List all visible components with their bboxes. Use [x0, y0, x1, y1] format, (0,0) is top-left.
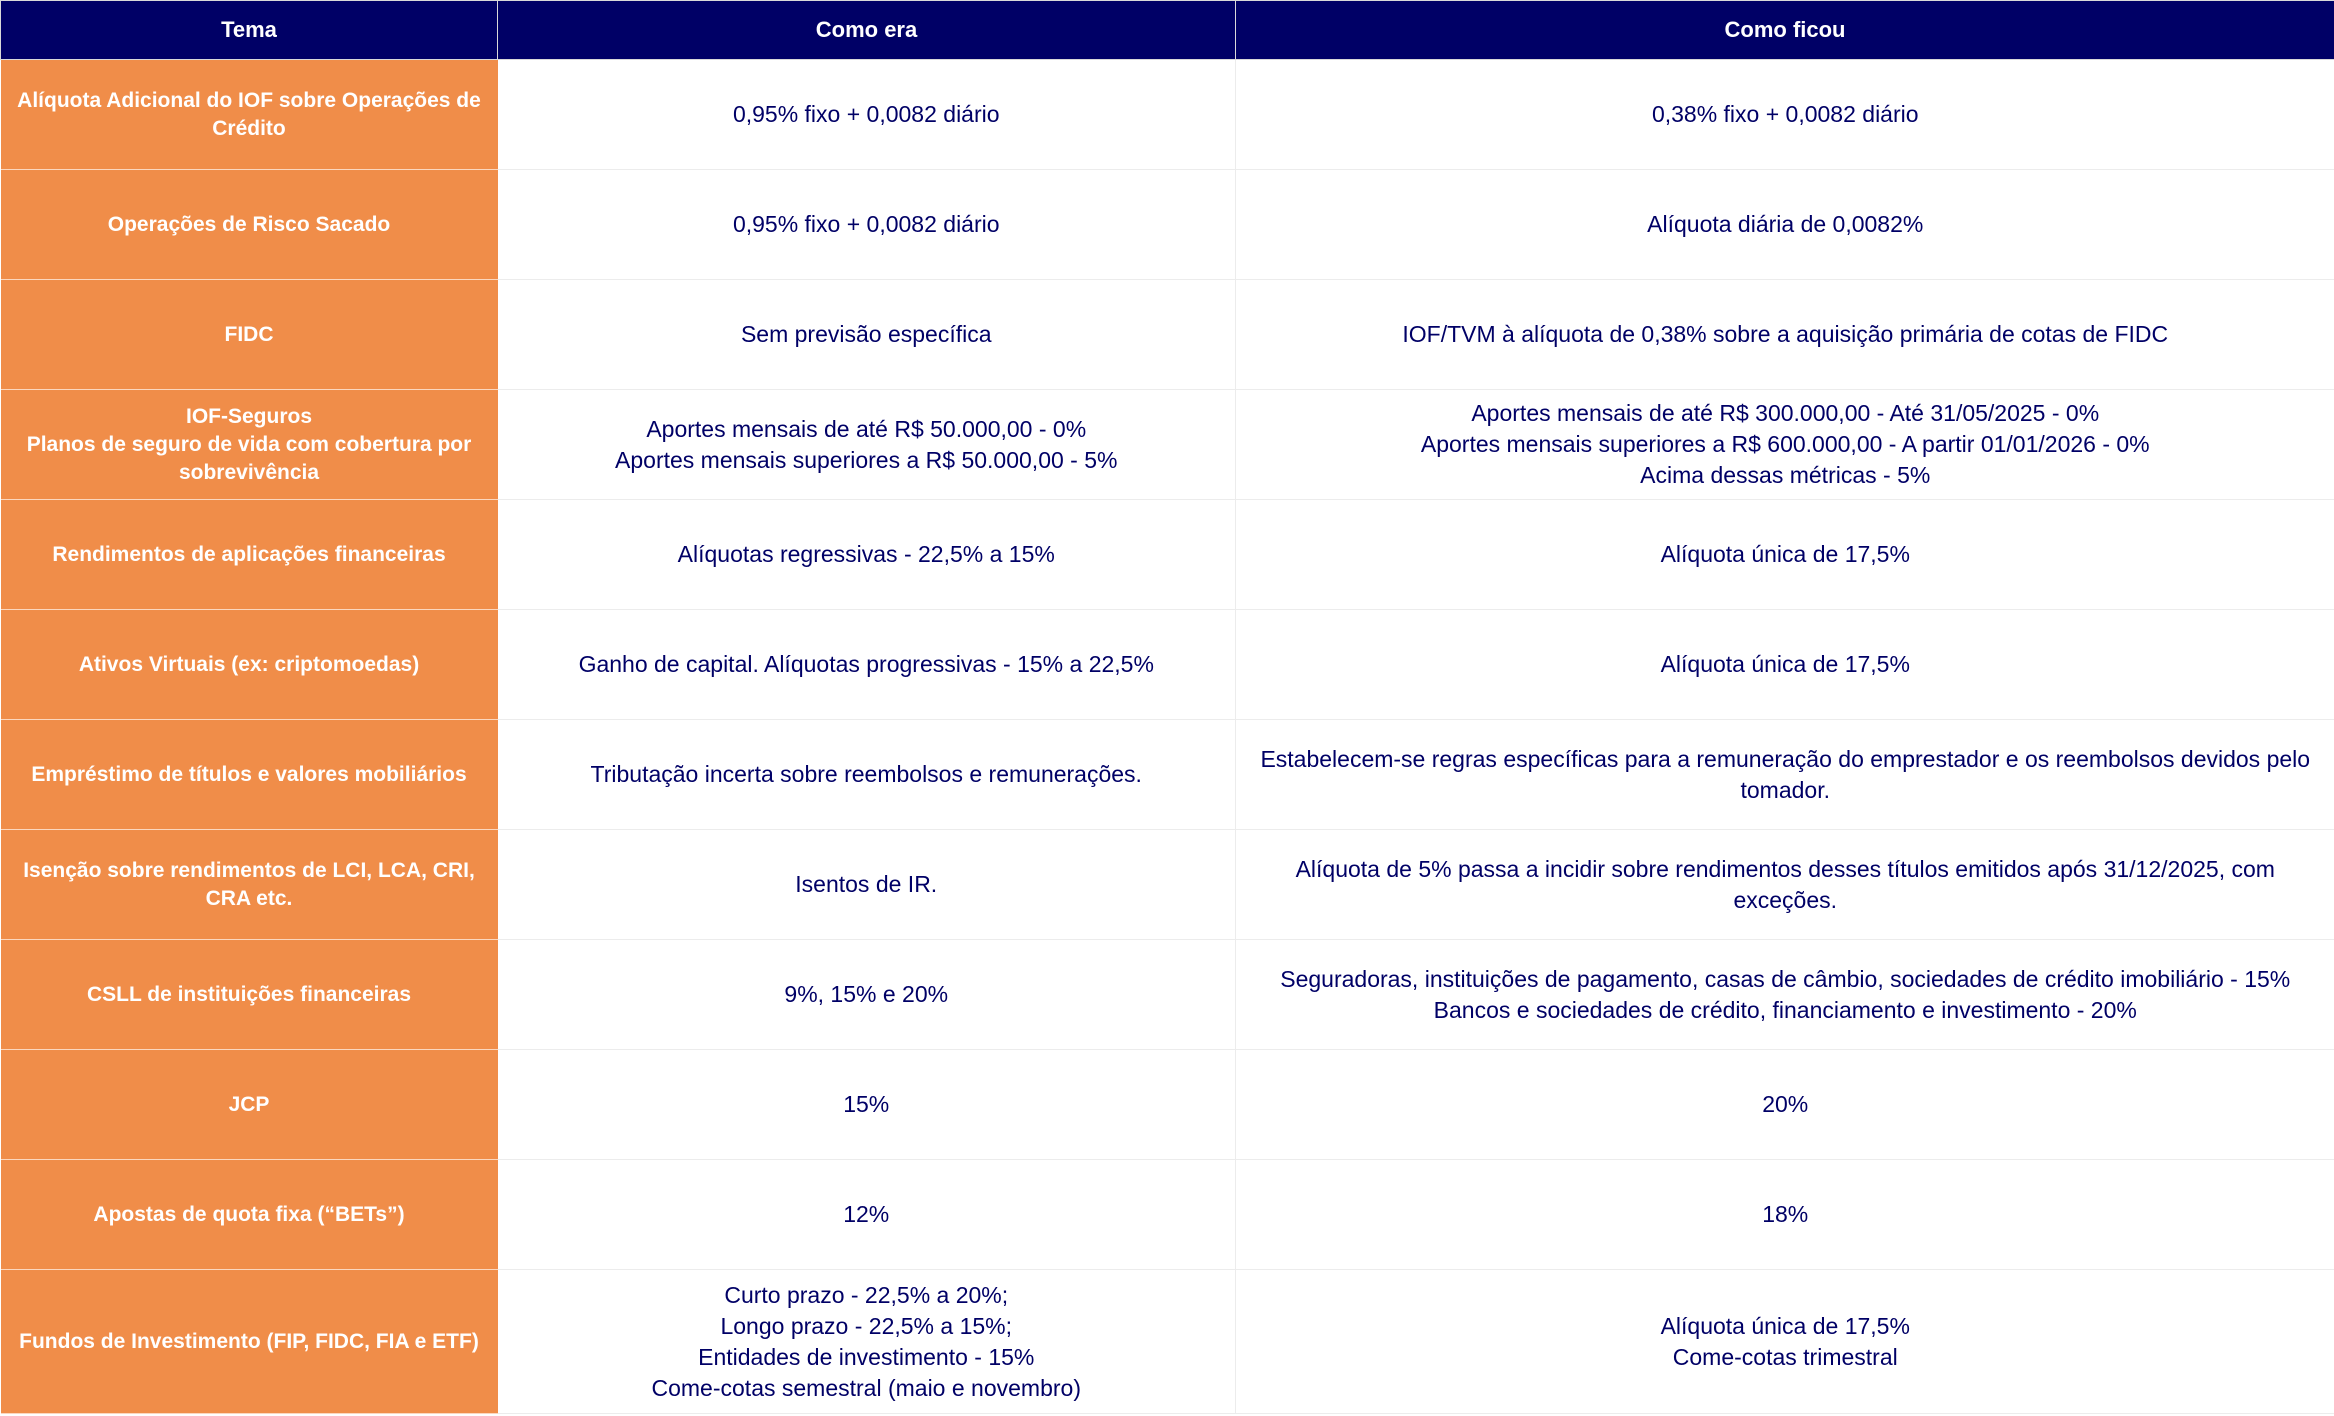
como-ficou-cell	[1236, 500, 2334, 610]
como-era-cell	[498, 720, 1236, 830]
cell-text-line: Ativos Virtuais (ex: criptomoedas)	[78, 652, 420, 676]
cell-text-line: Alíquota diária de 0,0082%	[1647, 211, 1924, 237]
cell-text-line: Bancos e sociedades de crédito, financiamento e investimento - 20%	[1433, 996, 2137, 1023]
cell-text-line: Fundos de Investimento (FIP, FIDC, FIA e ETF)	[19, 1329, 479, 1353]
cell-text-line: Operações de Risco Sacado	[107, 212, 391, 236]
cell-text-line: 12%	[843, 1201, 890, 1227]
cell-text-line: Aportes mensais superiores a R$ 50.000,00 - 5%	[615, 446, 1118, 473]
como-era-cell	[498, 940, 1236, 1050]
cell-text-line: IOF-Seguros	[185, 404, 312, 428]
como-ficou-cell	[1236, 60, 2334, 170]
tema-cell	[1, 1270, 498, 1414]
table-row	[1, 170, 2334, 280]
tema-cell	[1, 940, 498, 1050]
table-row	[1, 500, 2334, 610]
table-row	[1, 830, 2334, 940]
cell-text-line: Empréstimo de títulos e valores mobiliários	[31, 762, 467, 786]
como-ficou-cell	[1236, 1160, 2334, 1270]
cell-text-line: Come-cotas trimestral	[1672, 1343, 1898, 1370]
table-body	[1, 60, 2334, 1414]
tema-cell	[1, 610, 498, 720]
header-row	[1, 1, 2334, 60]
cell-text-line: Alíquota única de 17,5%	[1660, 541, 1910, 567]
cell-text-line: FIDC	[224, 322, 274, 346]
tema-cell	[1, 390, 498, 500]
table-row	[1, 720, 2334, 830]
tema-cell	[1, 1050, 498, 1160]
como-era-cell	[498, 610, 1236, 720]
table-row	[1, 390, 2334, 500]
como-ficou-cell	[1236, 830, 2334, 940]
como-ficou-cell	[1236, 610, 2334, 720]
como-ficou-cell	[1236, 1270, 2334, 1414]
como-era-cell	[498, 1050, 1236, 1160]
cell-text-line: Estabelecem-se regras específicas para a remuneração do emprestador e os reembolsos devidos pelo tomador.	[1260, 745, 2311, 803]
como-ficou-cell	[1236, 940, 2334, 1050]
cell-text-line: 0,95% fixo + 0,0082 diário	[732, 211, 1000, 237]
como-era-cell	[498, 170, 1236, 280]
cell-text-line: Acima dessas métricas - 5%	[1640, 462, 1931, 488]
como-era-cell	[498, 60, 1236, 170]
cell-text-line: 15%	[843, 1091, 890, 1117]
table-row	[1, 1050, 2334, 1160]
header-como-era: Como era	[498, 1, 1236, 60]
table-row	[1, 940, 2334, 1050]
cell-text-line: Aportes mensais superiores a R$ 600.000,00 - A partir 01/01/2026 - 0%	[1420, 431, 2150, 457]
tema-cell	[1, 720, 498, 830]
table-row	[1, 610, 2334, 720]
cell-text-line: IOF/TVM à alíquota de 0,38% sobre a aquisição primária de cotas de FIDC	[1402, 321, 2169, 347]
table-row	[1, 1160, 2334, 1270]
tema-cell	[1, 280, 498, 390]
table-row	[1, 280, 2334, 390]
tema-cell	[1, 500, 498, 610]
cell-text-line: Tributação incerta sobre reembolsos e remunerações.	[590, 761, 1142, 787]
como-ficou-cell	[1236, 1050, 2334, 1160]
cell-text-line: 0,38% fixo + 0,0082 diário	[1651, 101, 1919, 127]
como-era-cell	[498, 1270, 1236, 1414]
tema-cell	[1, 60, 498, 170]
como-ficou-cell	[1236, 280, 2334, 390]
cell-text-line: Alíquota Adicional do IOF sobre Operações de Crédito	[17, 88, 481, 140]
cell-text-line: 18%	[1762, 1201, 1809, 1227]
cell-text-line: Rendimentos de aplicações financeiras	[52, 542, 446, 566]
como-ficou-cell	[1236, 720, 2334, 830]
header-como-ficou: Como ficou	[1236, 1, 2334, 60]
cell-text-line: Curto prazo - 22,5% a 20%;	[724, 1281, 1009, 1308]
tema-cell	[1, 1160, 498, 1270]
como-era-cell	[498, 500, 1236, 610]
table-row	[1, 1270, 2334, 1414]
cell-text-line: Seguradoras, instituições de pagamento, casas de câmbio, sociedades de crédito imobiliário - 15%	[1280, 965, 2291, 992]
como-ficou-cell	[1236, 170, 2334, 280]
como-era-cell	[498, 1160, 1236, 1270]
table-row	[1, 60, 2334, 170]
cell-text-line: Alíquota de 5% passa a incidir sobre rendimentos desses títulos emitidos após 31/12/2025, com exceções.	[1295, 855, 2275, 913]
cell-text-line: Come-cotas semestral (maio e novembro)	[651, 1374, 1081, 1401]
cell-text-line: JCP	[228, 1092, 270, 1116]
cell-text-line: 0,95% fixo + 0,0082 diário	[732, 101, 1000, 127]
tema-cell	[1, 170, 498, 280]
table-header	[1, 1, 2334, 60]
cell-text-line: Apostas de quota fixa (“BETs”)	[93, 1202, 405, 1226]
tema-cell	[1, 830, 498, 940]
cell-text-line: Longo prazo - 22,5% a 15%;	[720, 1312, 1013, 1339]
cell-text-line: Aportes mensais de até R$ 50.000,00 - 0%	[646, 415, 1087, 442]
cell-text-line: CSLL de instituições financeiras	[86, 982, 412, 1006]
header-tema: Tema	[1, 1, 498, 60]
como-era-cell	[498, 390, 1236, 500]
cell-text-line: Alíquota única de 17,5%	[1660, 651, 1910, 677]
cell-text-line: Isenção sobre rendimentos de LCI, LCA, CRI, CRA etc.	[23, 858, 475, 910]
cell-text-line: Sem previsão específica	[740, 321, 992, 347]
cell-text-line: Aportes mensais de até R$ 300.000,00 - Até 31/05/2025 - 0%	[1471, 400, 2100, 426]
cell-text-line: Isentos de IR.	[795, 871, 938, 897]
cell-text-line: Planos de seguro de vida com cobertura por sobrevivência	[26, 432, 472, 484]
cell-text-line: Alíquota única de 17,5%	[1660, 1312, 1910, 1339]
cell-text-line: 20%	[1762, 1091, 1809, 1117]
como-era-cell	[498, 830, 1236, 940]
cell-text-line: Alíquotas regressivas - 22,5% a 15%	[677, 541, 1055, 567]
cell-text-line: 9%, 15% e 20%	[784, 981, 949, 1007]
como-era-cell	[498, 280, 1236, 390]
cell-text-line: Entidades de investimento - 15%	[698, 1343, 1035, 1370]
cell-text-line: Ganho de capital. Alíquotas progressivas - 15% a 22,5%	[578, 651, 1154, 677]
como-ficou-cell	[1236, 390, 2334, 500]
